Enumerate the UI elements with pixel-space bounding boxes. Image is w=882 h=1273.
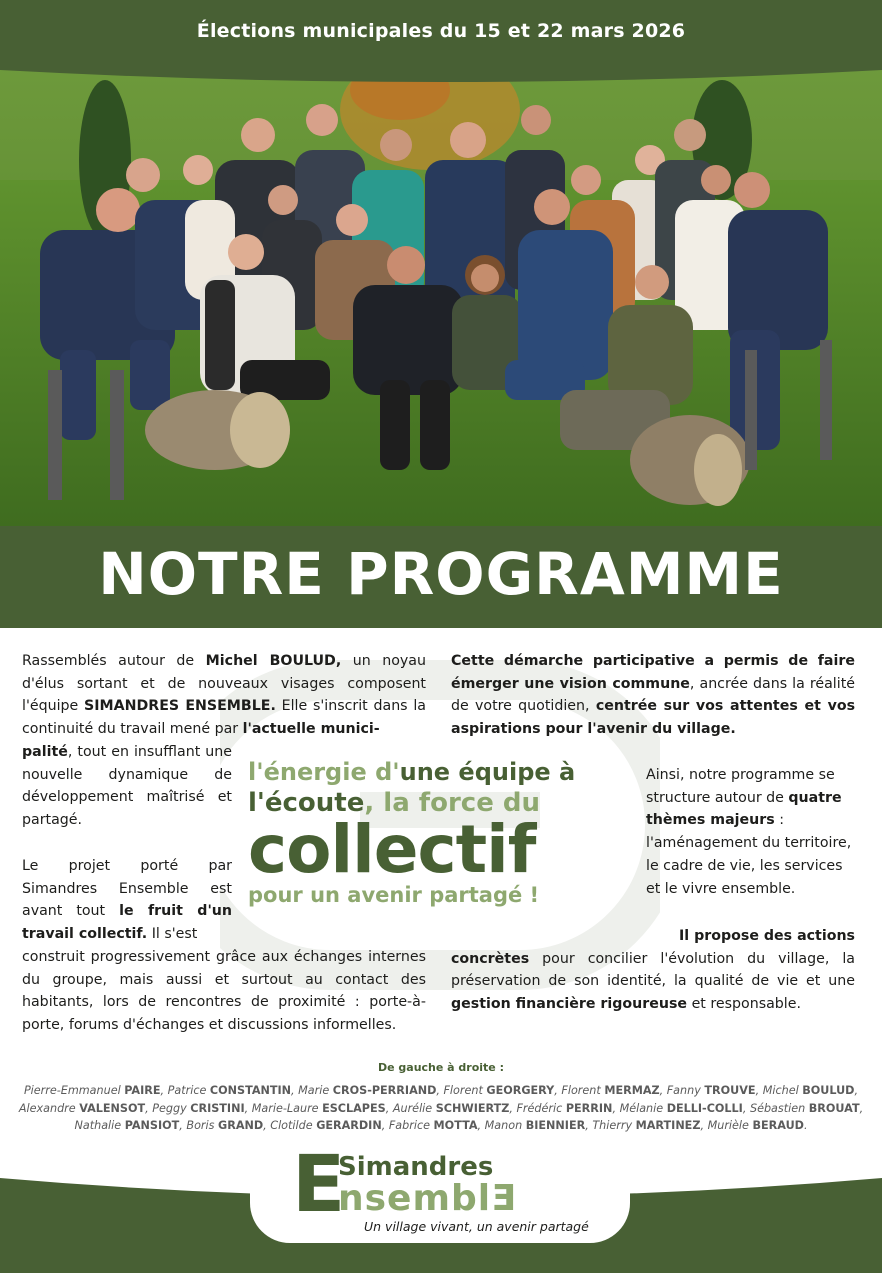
- credit-person: [389, 1119, 478, 1132]
- logo-ensemble: nsemblƎ: [338, 1178, 517, 1219]
- credit-first-name: Murièle: [707, 1119, 753, 1132]
- credit-person: [667, 1084, 756, 1097]
- credit-person: [186, 1119, 263, 1132]
- credit-first-name: Nathalie: [74, 1119, 125, 1132]
- logo-ensemble-text: nsembl: [338, 1178, 492, 1219]
- logo-e-glyph: E: [292, 1140, 346, 1230]
- credit-person: [517, 1102, 613, 1115]
- right-paragraph-3: Il propose des actions concrètes pour concilier l'évolution du village, la préservation de son identité, la qualité de vie et une gestion financière rigoureuse et responsable.: [451, 928, 855, 1013]
- credit-first-name: Clotilde: [270, 1119, 317, 1132]
- credit-person: [620, 1102, 743, 1115]
- credit-first-name: Boris: [186, 1119, 219, 1132]
- election-title: Élections municipales du 15 et 22 mars 2026: [196, 20, 686, 42]
- credit-last-name: PERRIN: [565, 1101, 613, 1115]
- right-paragraph-1: Cette démarche participative a permis de faire émerger une vision commune, ancrée dans la réalité de votre quotidien, centrée sur vos attentes et vos aspirations pour l'avenir du village.: [451, 653, 856, 738]
- credit-first-name: Florent: [443, 1084, 487, 1097]
- credit-first-name: Pierre-Emmanuel: [23, 1084, 125, 1097]
- credit-first-name: Thierry: [592, 1119, 636, 1132]
- credit-first-name: Aurélie: [392, 1101, 436, 1115]
- team-photo-illustration: [0, 60, 882, 526]
- credit-last-name: CRISTINI: [190, 1101, 245, 1115]
- credit-person: [152, 1102, 244, 1115]
- credit-last-name: MOTTA: [433, 1119, 478, 1132]
- credit-person: [763, 1084, 855, 1097]
- credit-person: [485, 1119, 586, 1132]
- intro-paragraph-2a: Le projet porté par Simandres Ensemble est avant tout le fruit d'un travail collectif. Il s'est: [22, 858, 233, 943]
- credit-last-name: PAIRE: [124, 1084, 161, 1097]
- credit-last-name: BROUAT: [808, 1101, 860, 1115]
- credit-last-name: BERAUD: [752, 1119, 804, 1132]
- credit-person: [168, 1084, 291, 1097]
- slogan-line-1b: une équipe à: [399, 758, 576, 786]
- credit-person: [393, 1102, 510, 1115]
- credit-person: [270, 1119, 381, 1132]
- credit-last-name: TROUVE: [704, 1084, 756, 1097]
- credit-person: [750, 1102, 860, 1115]
- credits-list: Pierre-Emmanuel PAIRE, Patrice CONSTANTIN, Marie CROS-PERRIAND, Florent GEORGERY, Florent MERMAZ, Fanny TROUVE, Michel BOULUD, Alexandre VALENSOT, Peggy CRISTINI, Marie-Laure ESCLAPES, Aurélie SCHWIERTZ, Frédéric PERRIN, Mélanie DELLI-COLLI, Sébastien BROUAT, Nathalie PANSIOT, Boris GRAND, Clotilde GERARDIN, Fabrice MOTTA, Manon BIENNIER, Thierry MARTINEZ, Murièle BERAUD.: [18, 1084, 864, 1132]
- credit-last-name: GRAND: [218, 1119, 264, 1132]
- credit-person: [75, 1119, 180, 1132]
- credit-person: [561, 1084, 659, 1097]
- slogan-line-2b: , la force du: [364, 788, 541, 818]
- slogan: [248, 756, 628, 908]
- slogan-line-1a: l'énergie d': [248, 758, 400, 786]
- credit-last-name: MARTINEZ: [635, 1119, 701, 1132]
- credit-first-name: Michel: [762, 1084, 803, 1097]
- team-photo: [0, 60, 882, 526]
- credit-first-name: Mélanie: [619, 1101, 667, 1115]
- credit-person: [19, 1102, 145, 1115]
- credit-first-name: Frédéric: [516, 1101, 566, 1115]
- intro-paragraph-2b: construit progressivement grâce aux échanges internes du groupe, mais aussi et surtout au contact des habitants, lors de rencontres de proximité : porte-à-porte, forums d'échanges et discussions informelles.: [22, 949, 426, 1034]
- credit-first-name: Marie: [298, 1084, 333, 1097]
- credit-last-name: BOULUD: [802, 1084, 855, 1097]
- main-title: NOTRE PROGRAMME: [98, 540, 784, 608]
- credit-first-name: Peggy: [152, 1101, 191, 1115]
- credit-last-name: PANSIOT: [124, 1119, 180, 1132]
- credit-person: [298, 1084, 436, 1097]
- credit-first-name: Fanny: [666, 1084, 705, 1097]
- credit-last-name: MERMAZ: [604, 1084, 660, 1097]
- credit-first-name: Manon: [484, 1119, 526, 1132]
- credit-first-name: Marie-Laure: [251, 1101, 323, 1115]
- credit-last-name: CROS-PERRIAND: [332, 1084, 437, 1097]
- credit-person: [592, 1119, 700, 1132]
- credit-first-name: Sébastien: [749, 1101, 809, 1115]
- credit-last-name: BIENNIER: [525, 1119, 586, 1132]
- credit-last-name: SCHWIERTZ: [435, 1101, 510, 1115]
- slogan-line-4: pour un avenir partagé !: [248, 883, 540, 907]
- intro-paragraph-1b: palité, tout en insufflant une nouvelle dynamique de développement maîtrisé et partagé.: [22, 744, 232, 829]
- credit-last-name: GEORGERY: [486, 1084, 555, 1097]
- credit-first-name: Florent: [561, 1084, 605, 1097]
- intro-paragraph-1a: Rassemblés autour de Michel BOULUD, un noyau d'élus sortant et de nouveaux visages composent l'équipe SIMANDRES ENSEMBLE. Elle s'inscrit dans la continuité du travail mené par l'actuelle munici-: [22, 653, 426, 738]
- header-curve: [0, 60, 882, 90]
- credit-last-name: ESCLAPES: [322, 1101, 386, 1115]
- credit-first-name: Alexandre: [18, 1101, 80, 1115]
- credit-last-name: VALENSOT: [79, 1101, 146, 1115]
- credit-person: [252, 1102, 386, 1115]
- credit-last-name: CONSTANTIN: [209, 1084, 292, 1097]
- logo-tagline: Un village vivant, un avenir partagé: [364, 1219, 589, 1234]
- credit-first-name: Fabrice: [388, 1119, 434, 1132]
- credits-heading: De gauche à droite :: [377, 1061, 505, 1074]
- credit-first-name: Patrice: [167, 1084, 210, 1097]
- right-paragraph-2: Ainsi, notre programme se structure autour de quatre thèmes majeurs : l'aménagement du territoire, le cadre de vie, les services et le vivre ensemble.: [646, 767, 852, 897]
- credit-last-name: DELLI-COLLI: [666, 1101, 743, 1115]
- slogan-line-2a: l'écoute: [248, 788, 365, 818]
- credit-last-name: GERARDIN: [316, 1119, 382, 1132]
- credit-person: [24, 1084, 161, 1097]
- credit-person: [444, 1084, 555, 1097]
- logo-simandres: Simandres: [338, 1152, 494, 1182]
- slogan-collectif: collectif: [248, 811, 536, 888]
- credit-person: [708, 1119, 804, 1132]
